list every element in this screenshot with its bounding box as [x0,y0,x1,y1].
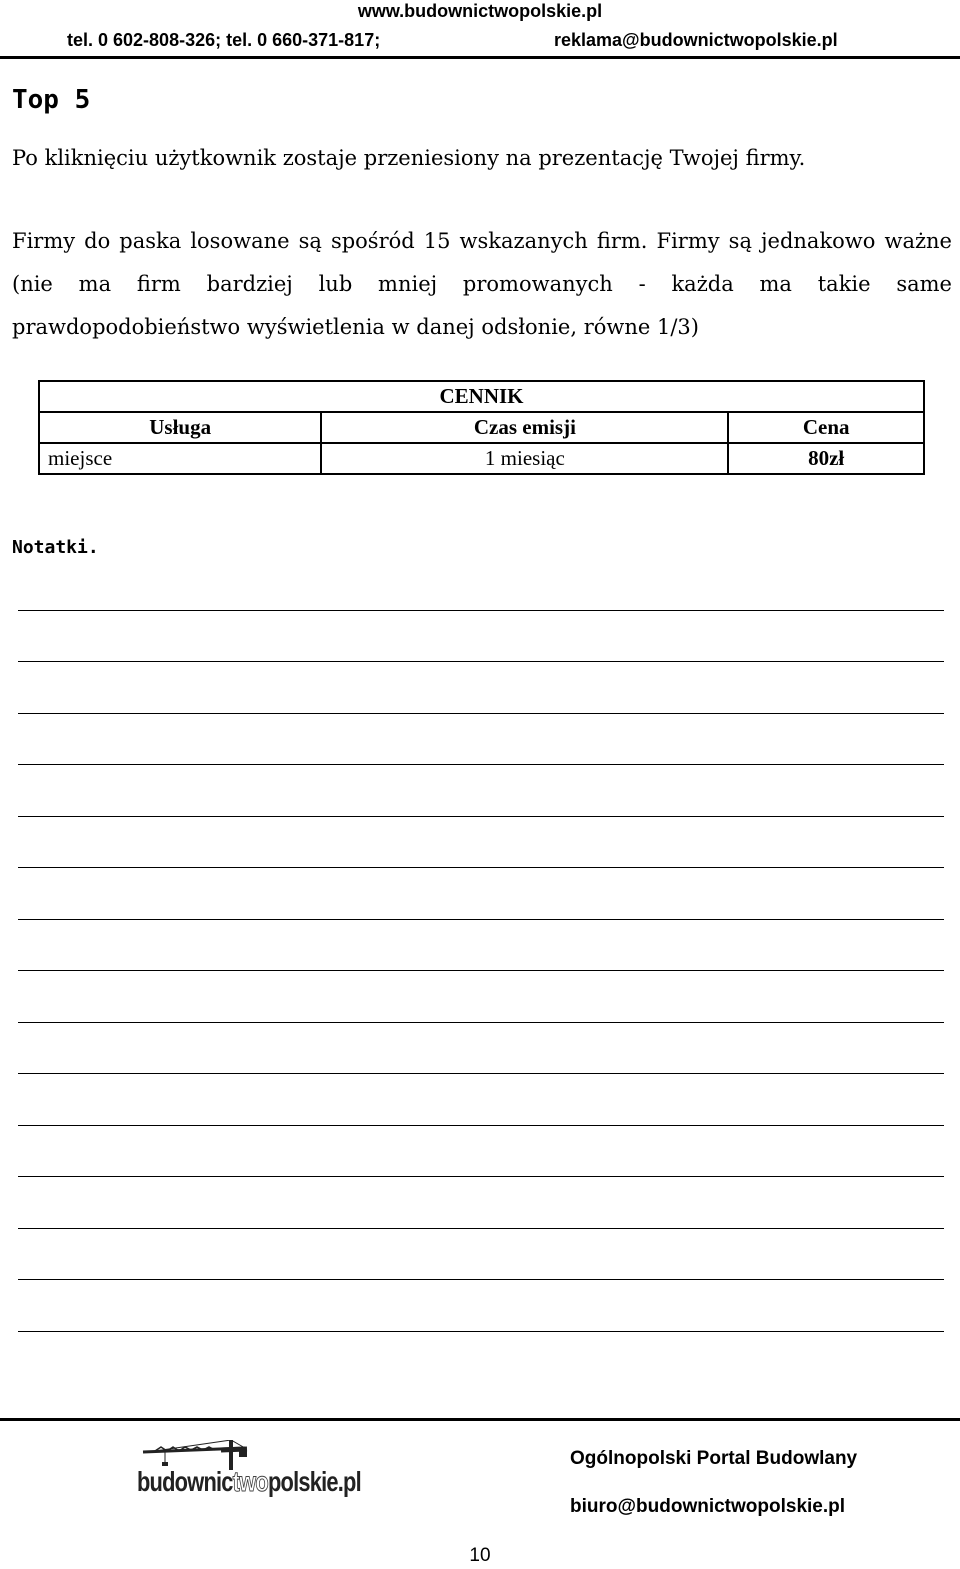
table-row [39,443,924,474]
note-line [18,1176,944,1177]
note-line [18,816,944,817]
note-line [18,970,944,971]
price-table-header-row [39,412,924,443]
note-line [18,1022,944,1023]
column-header-service: Usługa [39,412,321,443]
note-line [18,1228,944,1229]
note-line [18,1125,944,1126]
company-logo [135,1440,361,1502]
note-line [18,1331,944,1332]
note-line [18,867,944,868]
note-line [18,713,944,714]
price-table [38,380,925,475]
cell-duration: 1 miesiąc [321,443,728,474]
footer-portal-name: Ogólnopolski Portal Budowlany [570,1448,858,1469]
column-header-duration: Czas emisji [321,412,728,443]
section-title: Top 5 [12,85,91,115]
note-line [18,1279,944,1280]
cell-service: miejsce [39,443,321,474]
header-website: www.budownictwopolskie.pl [357,1,603,21]
header-phones: tel. 0 602-808-326; tel. 0 660-371-817; [67,30,381,50]
intro-paragraph: Po kliknięciu użytkownik zostaje przeniesiony na prezentację Twojej firmy. [12,146,806,170]
footer-email: biuro@budownictwopolskie.pl [570,1496,846,1517]
price-table-title: CENNIK [39,381,924,412]
logo-wordmark: budownictwopolskie.pl [137,1466,361,1497]
column-header-price: Cena [728,412,924,443]
note-line [18,764,944,765]
page-header [0,0,960,59]
note-line [18,1073,944,1074]
description-paragraph: Firmy do paska losowane są spośród 15 wskazanych firm. Firmy są jednakowo ważne (nie ma firm bardziej lub mniej promowanych - każda ma takie same prawdopodobieństwo wyświetlenia w danej odsłonie, równe 1/3) [12,229,952,339]
footer-divider [0,1418,960,1421]
note-line [18,919,944,920]
cell-price: 80zł [728,443,924,474]
page-number: 10 [469,1545,491,1566]
price-table-title-row [39,381,924,412]
note-line [18,661,944,662]
note-line [18,610,944,611]
notes-label: Notatki. [12,537,99,558]
header-email: reklama@budownictwopolskie.pl [554,30,838,50]
